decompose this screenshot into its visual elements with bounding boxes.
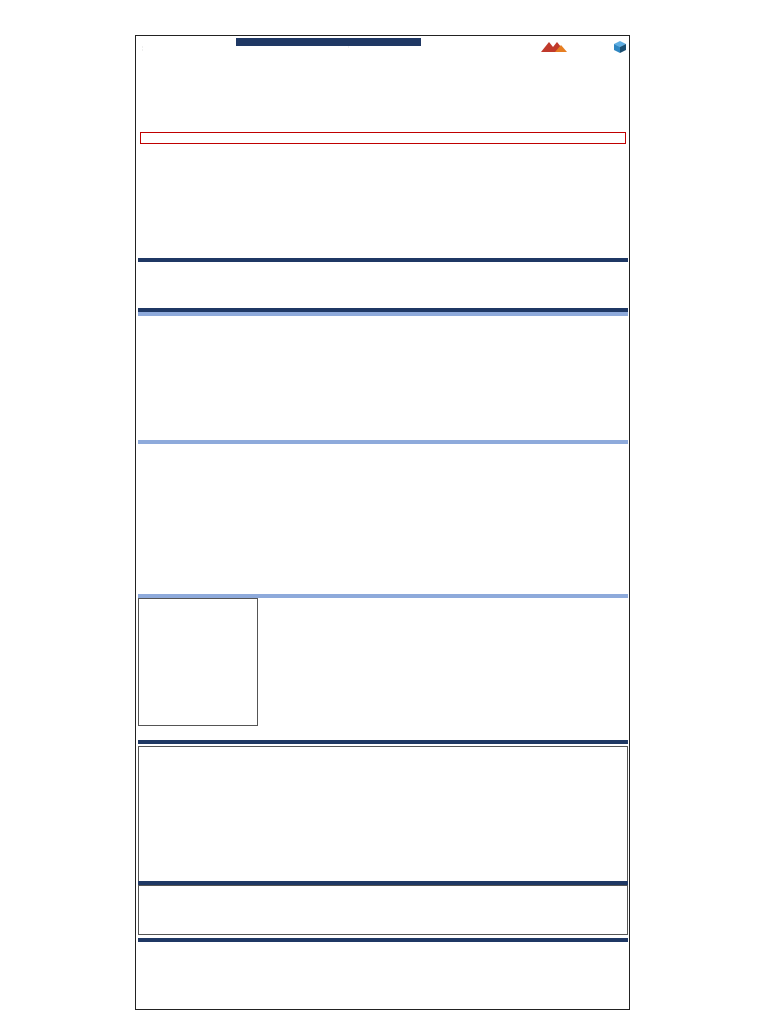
bima-logo bbox=[541, 38, 629, 54]
meta-left: : : bbox=[142, 46, 143, 53]
report-sheet bbox=[135, 35, 630, 1010]
cube-logo-icon bbox=[613, 40, 627, 54]
section-e-band bbox=[138, 740, 628, 744]
remark-box bbox=[138, 746, 628, 886]
section-b-subband bbox=[138, 312, 628, 316]
report-title bbox=[236, 38, 421, 46]
total-row bbox=[140, 132, 626, 144]
brand-mark-icon bbox=[541, 40, 573, 52]
section-c-band bbox=[138, 440, 628, 444]
section-g-band bbox=[138, 938, 628, 942]
weather-box bbox=[138, 885, 628, 935]
meta-right: : bbox=[348, 46, 349, 49]
section-a-band bbox=[138, 258, 628, 262]
stockpile-box bbox=[138, 598, 258, 726]
